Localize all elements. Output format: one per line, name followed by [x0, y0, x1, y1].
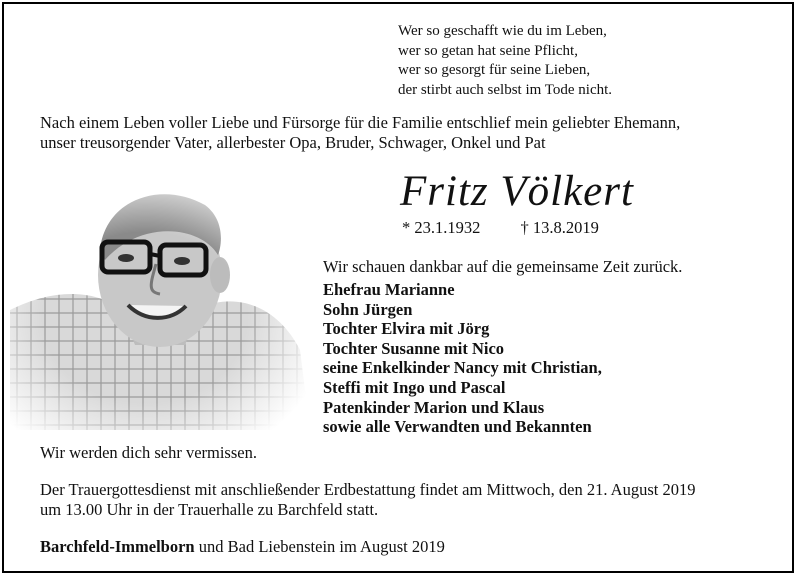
intro-line: unser treusorgender Vater, allerbester Opa, Bruder, Schwager, Onkel und Pat	[40, 133, 546, 152]
family-member: seine Enkelkinder Nancy mit Christian,	[323, 358, 602, 378]
poem-line: wer so getan hat seine Pflicht,	[398, 42, 578, 59]
poem-line: wer so gesorgt für seine Lieben,	[398, 62, 591, 78]
family-member: Tochter Susanne mit Nico	[323, 338, 505, 358]
miss-line: Wir werden dich sehr vermissen.	[40, 443, 257, 462]
thanks-line: Wir schauen dankbar auf die gemeinsame Zeit zurück.	[323, 257, 683, 276]
service-line: um 13.00 Uhr in der Trauerhalle zu Barchfeld statt.	[40, 500, 379, 519]
family-member: Patenkinder Marion und Klaus	[323, 397, 545, 417]
family-member: Ehefrau Marianne	[323, 280, 455, 299]
family-member: Tochter Elvira mit Jörg	[323, 319, 490, 339]
family-member: Sohn Jürgen	[323, 299, 413, 319]
intro-text	[40, 113, 780, 153]
deceased-name: Fritz Völkert	[400, 168, 634, 215]
life-dates	[402, 218, 599, 238]
birth-date: * 23.1.1932	[402, 218, 481, 237]
service-info	[40, 480, 695, 520]
poem-line: der stirbt auch selbst im Tode nicht.	[398, 81, 613, 98]
death-date: † 13.8.2019	[520, 218, 599, 237]
place-bold: Barchfeld-Immelborn	[40, 537, 195, 556]
poem-line: Wer so geschafft wie du im Leben,	[398, 23, 607, 39]
place-date-line	[40, 537, 445, 557]
family-member: Steffi mit Ingo und Pascal	[323, 377, 506, 397]
portrait-illustration	[10, 180, 310, 430]
poem	[398, 22, 612, 100]
family-list	[323, 280, 602, 437]
place-rest: und Bad Liebenstein im August 2019	[194, 537, 445, 556]
service-line: Der Trauergottesdienst mit anschließender Erdbestattung findet am Mittwoch, den 21. August 2019	[40, 480, 696, 499]
portrait-photo	[10, 180, 310, 430]
family-member: sowie alle Verwandten und Bekannten	[323, 417, 592, 437]
intro-line: Nach einem Leben voller Liebe und Fürsorge für die Familie entschlief mein geliebter Ehemann,	[40, 113, 681, 132]
